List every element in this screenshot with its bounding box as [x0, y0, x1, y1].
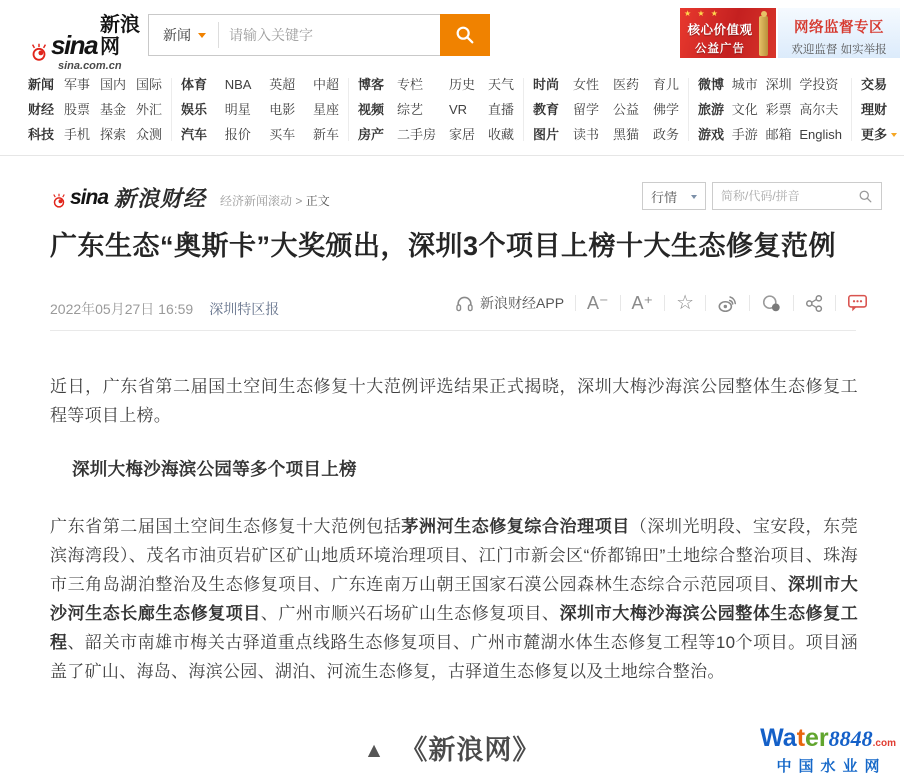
main-nav [28, 78, 904, 141]
nav-item[interactable]: 国内 [99, 77, 126, 92]
app-label: 新浪财经APP [480, 295, 565, 311]
headphone-icon [455, 294, 474, 312]
logo-letter: e [805, 724, 819, 752]
search-category-label: 新闻 [163, 27, 191, 43]
stars-decoration: ★ ★ ★ [684, 9, 720, 18]
nav-item[interactable]: 留学 [572, 102, 599, 117]
quote-search-box [712, 182, 882, 210]
article-title: 广东生态“奥斯卡”大奖颁出，深圳3个项目上榜十大生态修复范例 [50, 231, 837, 261]
divider [575, 295, 576, 311]
nav-item[interactable]: 时尚 [533, 77, 560, 92]
divider [348, 78, 349, 141]
divider [50, 330, 856, 331]
comment-icon [847, 293, 868, 313]
project-name-bold: 深圳市大沙河生态长廊生态修复项目 [50, 575, 858, 623]
nav-item[interactable]: 买车 [269, 127, 296, 142]
search-category-dropdown[interactable] [149, 25, 218, 45]
nav-group-weibo [698, 78, 842, 141]
paragraph [50, 512, 858, 686]
logo-number: 8848 [828, 726, 873, 751]
supervision-banner[interactable] [778, 8, 900, 58]
nav-item[interactable]: 公益 [612, 102, 639, 117]
logo-tld: .com [872, 738, 896, 749]
nav-item[interactable]: 众测 [135, 127, 162, 142]
nav-item[interactable]: 中超 [312, 77, 339, 92]
section-subhead: 深圳大梅沙海滨公园等多个项目上榜 [72, 459, 357, 479]
weibo-icon [717, 294, 738, 313]
text-segment: （深圳光明段、宝安段，东莞滨海湾段）、茂名市油页岩矿区矿山地质环境治理项目、江门市新会区“侨都锦田”土地综合整治项目、珠海市三角岛湖泊整治及生态修复项目、广东连南万山朝王国家石漠公园森林生态综合示范园项目、 [50, 517, 858, 594]
nav-item[interactable]: 收藏 [487, 127, 514, 142]
chevron-down-icon [891, 133, 897, 140]
nav-item[interactable]: 读书 [572, 127, 599, 142]
search-bar [148, 14, 490, 56]
nav-item[interactable]: 体育 [181, 77, 208, 92]
psa-line2: 公益广告 [695, 43, 745, 55]
nav-item[interactable]: 探索 [99, 127, 126, 142]
nav-item[interactable]: 基金 [99, 102, 126, 117]
nav-item[interactable]: 深圳 [765, 77, 792, 92]
listen-app-button[interactable] [455, 293, 564, 313]
nav-item[interactable]: 文化 [731, 102, 758, 117]
psa-banner[interactable] [680, 8, 776, 58]
nav-item[interactable]: 教育 [533, 102, 560, 117]
share-button[interactable] [805, 294, 824, 313]
nav-item[interactable]: 综艺 [396, 102, 423, 117]
font-decrease-button[interactable]: A⁻ [587, 293, 609, 313]
quote-type-label: 行情 [651, 189, 678, 205]
nav-item[interactable]: 游戏 [698, 127, 725, 142]
publish-datetime: 2022年05月27日 16:59 [50, 301, 194, 317]
divider [523, 78, 524, 141]
breadcrumb-current: 正文 [305, 194, 330, 208]
supervision-line2: 欢迎监督 如实举报 [791, 44, 887, 56]
wechat-icon [761, 294, 782, 313]
nav-item[interactable]: 手机 [63, 127, 90, 142]
nav-item[interactable]: 邮箱 [765, 127, 792, 142]
nav-group-blog [358, 78, 514, 141]
nav-group-fashion [533, 78, 679, 141]
nav-item[interactable]: 理财 [861, 102, 888, 117]
text-segment: 、韶关市南雄市梅关古驿道重点线路生态修复项目、广州市麓湖水体生态修复工程等10个项目。项目涵盖了矿山、海岛、海滨公园、湖泊、河流生态修复，古驿道生态修复以及土地综合整治。 [50, 633, 858, 681]
sina-logo[interactable] [28, 14, 153, 72]
nav-item[interactable]: 家居 [448, 127, 475, 142]
nav-item[interactable]: 交易 [861, 77, 888, 92]
nav-item[interactable]: 直播 [487, 102, 514, 117]
text-segment: 广东省第二届国土空间生态修复十大范例包括 [50, 517, 402, 536]
breadcrumb [220, 192, 330, 209]
share-icon [805, 294, 824, 313]
chevron-down-icon [198, 33, 206, 42]
font-increase-button[interactable]: A⁺ [631, 293, 654, 313]
nav-item[interactable]: NBA [224, 77, 252, 92]
share-weibo-button[interactable] [717, 294, 738, 313]
nav-item[interactable]: 政务 [652, 127, 679, 142]
nav-item[interactable]: English [799, 127, 842, 142]
article-meta [50, 299, 279, 319]
logo-letter: t [796, 724, 806, 752]
triangle-marker: ▲ [363, 739, 385, 762]
nav-item[interactable]: 汽车 [181, 127, 208, 142]
nav-item[interactable]: 电影 [269, 102, 296, 117]
nav-item[interactable]: VR [448, 102, 468, 117]
nav-item[interactable]: 英超 [269, 77, 296, 92]
nav-item[interactable]: 明星 [224, 102, 251, 117]
nav-item[interactable]: 新车 [312, 127, 339, 142]
nav-item[interactable]: 高尔夫 [799, 102, 839, 117]
nav-item[interactable]: 股票 [63, 102, 90, 117]
sina-eye-icon [28, 43, 50, 61]
nav-item[interactable]: 手游 [731, 127, 758, 142]
nav-item[interactable]: 星座 [312, 102, 339, 117]
nav-group-sports [181, 78, 339, 141]
article-toolbar [455, 293, 868, 313]
divider [793, 295, 794, 311]
site-header [0, 0, 904, 156]
nav-item[interactable]: 医药 [612, 77, 639, 92]
search-box [148, 14, 440, 56]
nav-item[interactable]: 历史 [448, 77, 475, 92]
water8848-logo[interactable] [760, 726, 896, 776]
nav-item[interactable]: 佛学 [652, 102, 679, 117]
divider [749, 295, 750, 311]
nav-item[interactable]: 彩票 [765, 102, 792, 117]
nav-item[interactable]: 科技 [28, 127, 55, 142]
psa-line1: 核心价值观 [687, 23, 753, 37]
nav-item[interactable]: 图片 [533, 127, 560, 142]
divider [851, 78, 852, 141]
divider [620, 295, 621, 311]
breadcrumb-section[interactable]: 经济新闻滚动 [220, 194, 293, 208]
nav-item[interactable]: 房产 [358, 127, 385, 142]
nav-item[interactable]: 国际 [135, 77, 162, 92]
nav-item[interactable]: 二手房 [396, 127, 436, 142]
comment-button[interactable] [847, 293, 868, 313]
nav-item[interactable]: 财经 [28, 102, 55, 117]
nav-more-label: 更多 [861, 127, 888, 142]
sina-wordmark: sina [51, 30, 98, 60]
sina-cn-wordmark: 新浪网 [100, 14, 141, 58]
nav-item[interactable]: 学投资 [799, 77, 839, 92]
pillar-decoration [759, 16, 768, 56]
nav-item[interactable]: 城市 [731, 77, 758, 92]
quote-type-dropdown[interactable] [642, 182, 706, 210]
chevron-down-icon [691, 195, 697, 202]
channel-header [50, 182, 882, 212]
project-name-bold: 深圳市大梅沙海滨公园整体生态修复工程 [50, 604, 858, 652]
divider [705, 295, 706, 311]
paragraph: 近日，广东省第二届国土空间生态修复十大范例评选结果正式揭晓，深圳大梅沙海滨公园整体生态修复工程等项目上榜。 [50, 377, 858, 425]
sina-wordmark[interactable]: sina [70, 185, 109, 209]
divider [664, 295, 665, 311]
logo-subtitle: 中国水业网 [776, 758, 887, 775]
supervision-line1: 网络监督专区 [794, 20, 884, 36]
nav-item[interactable]: 专栏 [396, 77, 423, 92]
text-segment: 、广州市顺兴石场矿山生态修复项目、 [260, 604, 560, 623]
breadcrumb-separator: > [295, 194, 303, 208]
nav-item[interactable]: 旅游 [698, 102, 725, 117]
nav-item[interactable]: 军事 [63, 77, 90, 92]
search-icon[interactable] [858, 189, 873, 204]
nav-item[interactable]: 天气 [487, 77, 514, 92]
logo-letter: a [782, 724, 797, 752]
nav-item[interactable]: 视频 [358, 102, 385, 117]
search-button[interactable] [440, 14, 490, 56]
nav-item-more[interactable] [861, 128, 897, 141]
nav-group-news [28, 78, 162, 141]
quote-search-input[interactable] [721, 189, 858, 203]
nav-item[interactable]: 黑猫 [612, 127, 639, 142]
nav-item[interactable]: 外汇 [135, 102, 162, 117]
nav-item[interactable]: 女性 [572, 77, 599, 92]
project-name-bold: 茅洲河生态修复综合治理项目 [401, 517, 630, 536]
channel-title[interactable]: 新浪财经 [114, 186, 207, 211]
sina-domain: sina.com.cn [58, 60, 122, 72]
divider [171, 78, 172, 141]
nav-item[interactable]: 博客 [358, 77, 385, 92]
divider [835, 295, 836, 311]
divider [688, 78, 689, 141]
source-link[interactable]: 深圳特区报 [209, 301, 280, 317]
nav-item[interactable]: 育儿 [652, 77, 679, 92]
caption-text: 《新浪网》 [400, 735, 541, 765]
nav-group-trade [861, 78, 904, 141]
nav-item[interactable]: 新闻 [28, 77, 55, 92]
search-icon [454, 24, 476, 46]
sina-eye-icon [50, 193, 68, 208]
logo-letter: W [760, 724, 783, 752]
nav-item[interactable]: 娱乐 [181, 102, 208, 117]
logo-letter: r [818, 724, 829, 752]
search-input[interactable] [219, 27, 440, 43]
share-wechat-button[interactable] [761, 294, 782, 313]
nav-item[interactable]: 微博 [698, 77, 725, 92]
nav-item[interactable]: 报价 [224, 127, 251, 142]
favorite-star-button[interactable]: ☆ [676, 292, 694, 314]
